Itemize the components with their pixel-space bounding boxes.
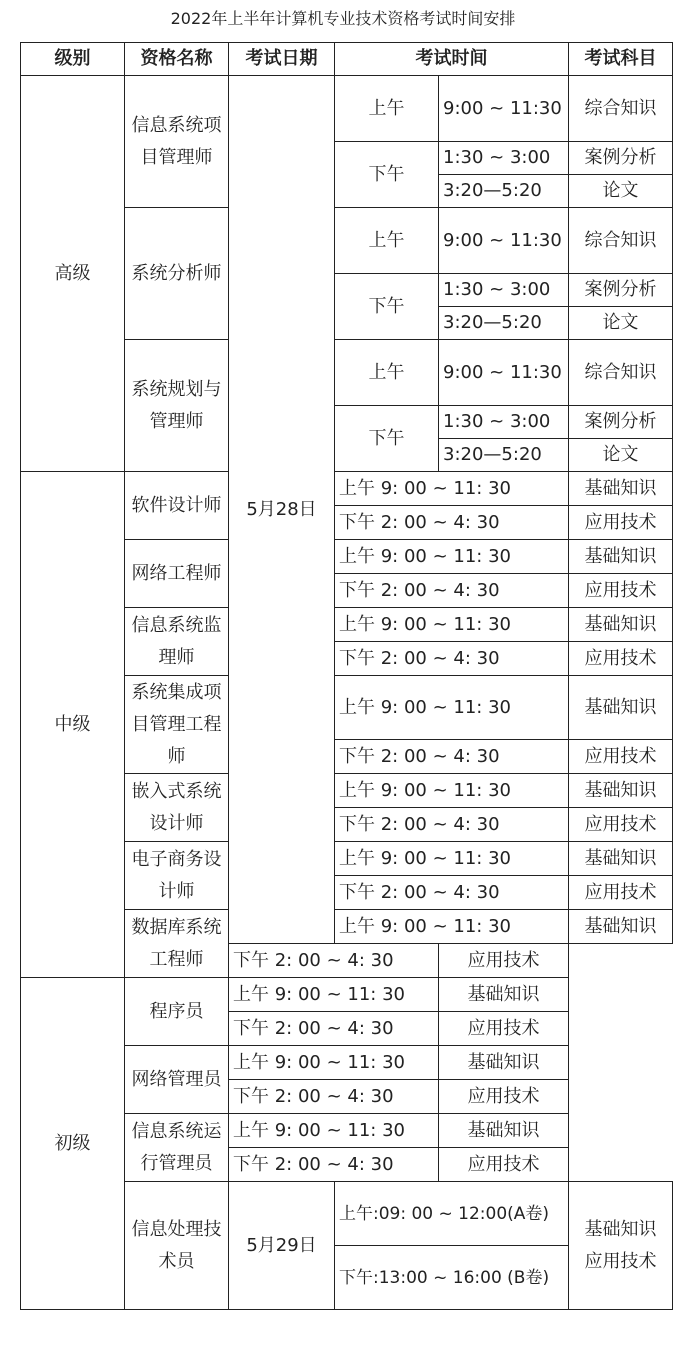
session-subject: 基础知识 <box>569 910 673 944</box>
session-time: 上午 9: 00 ~ 11: 30 <box>335 842 569 876</box>
header-qualification: 资格名称 <box>125 43 229 76</box>
session-time: 上午 9: 00 ~ 11: 30 <box>335 910 569 944</box>
session-time: 上午 9: 00 ~ 11: 30 <box>335 472 569 506</box>
session-time: 下午 2: 00 ~ 4: 30 <box>335 506 569 540</box>
session-time: 上午 9: 00 ~ 11: 30 <box>335 540 569 574</box>
session-subject: 应用技术 <box>569 642 673 676</box>
session-subject: 应用技术 <box>569 506 673 540</box>
qualification-name: 数据库系统工程师 <box>125 910 229 978</box>
session-time: 3:20—5:20 <box>439 175 569 208</box>
session-subject: 基础知识 <box>439 1114 569 1148</box>
session-time: 下午 2: 00 ~ 4: 30 <box>335 574 569 608</box>
qualification-name: 信息系统运行管理员 <box>125 1114 229 1182</box>
level-senior: 高级 <box>21 76 125 472</box>
session-subject: 案例分析 <box>569 142 673 175</box>
session-subject: 应用技术 <box>584 1250 657 1272</box>
qualification-name: 系统规划与管理师 <box>125 340 229 472</box>
session-subject: 应用技术 <box>569 574 673 608</box>
session-subject: 应用技术 <box>439 1148 569 1182</box>
session-subject: 基础知识 <box>569 842 673 876</box>
session-subject: 基础知识 <box>569 608 673 642</box>
session-subject: 综合知识 <box>569 208 673 274</box>
session-subject: 论文 <box>569 307 673 340</box>
session-subject: 基础知识 <box>569 540 673 574</box>
qualification-name: 系统集成项目管理工程师 <box>125 676 229 774</box>
session-time: 下午 2: 00 ~ 4: 30 <box>335 808 569 842</box>
session-am: 上午 <box>335 340 439 406</box>
session-time: 下午 2: 00 ~ 4: 30 <box>229 1148 439 1182</box>
session-time: 上午 9: 00 ~ 11: 30 <box>335 676 569 740</box>
session-time: 上午 9: 00 ~ 11: 30 <box>335 774 569 808</box>
session-time: 上午 9: 00 ~ 11: 30 <box>229 978 439 1012</box>
session-am: 上午 <box>335 208 439 274</box>
qualification-name: 网络管理员 <box>125 1046 229 1114</box>
header-date: 考试日期 <box>229 43 335 76</box>
qualification-name: 信息系统监理师 <box>125 608 229 676</box>
session-subject: 基础知识 <box>439 978 569 1012</box>
level-junior: 初级 <box>21 978 125 1310</box>
session-subject: 应用技术 <box>569 808 673 842</box>
table-row <box>21 978 673 1012</box>
session-subject: 应用技术 <box>569 740 673 774</box>
session-time: 3:20—5:20 <box>439 439 569 472</box>
session-time: 下午 2: 00 ~ 4: 30 <box>335 740 569 774</box>
session-subject: 应用技术 <box>569 876 673 910</box>
session-subject: 应用技术 <box>439 944 569 978</box>
exam-schedule-table <box>20 42 673 1310</box>
session-subject: 应用技术 <box>439 1012 569 1046</box>
session-time: 上午:09: 00 ~ 12:00(A卷) <box>335 1182 569 1246</box>
session-time: 下午 2: 00 ~ 4: 30 <box>335 642 569 676</box>
exam-date-d1: 5月28日 <box>229 76 335 944</box>
table-row <box>21 472 673 506</box>
session-pm: 下午 <box>335 406 439 472</box>
session-pm: 下午 <box>335 142 439 208</box>
session-subjects <box>569 1182 673 1310</box>
table-header-row <box>21 43 673 76</box>
table-row <box>21 76 673 142</box>
header-subject: 考试科目 <box>569 43 673 76</box>
qualification-name: 软件设计师 <box>125 472 229 540</box>
session-subject: 基础知识 <box>569 676 673 740</box>
session-subject: 论文 <box>569 439 673 472</box>
header-level: 级别 <box>21 43 125 76</box>
session-subject: 案例分析 <box>569 274 673 307</box>
session-time: 下午:13:00 ~ 16:00 (B卷) <box>335 1246 569 1310</box>
session-time: 上午 9: 00 ~ 11: 30 <box>229 1046 439 1080</box>
session-subject: 基础知识 <box>584 1218 657 1240</box>
qualification-name: 网络工程师 <box>125 540 229 608</box>
qualification-name: 系统分析师 <box>125 208 229 340</box>
qualification-name: 信息系统项目管理师 <box>125 76 229 208</box>
qualification-name: 信息处理技术员 <box>125 1182 229 1310</box>
qualification-name: 嵌入式系统设计师 <box>125 774 229 842</box>
session-time: 9:00 ~ 11:30 <box>439 340 569 406</box>
session-time: 上午 9: 00 ~ 11: 30 <box>229 1114 439 1148</box>
session-subject: 综合知识 <box>569 76 673 142</box>
session-time: 下午 2: 00 ~ 4: 30 <box>229 1012 439 1046</box>
session-time: 1:30 ~ 3:00 <box>439 406 569 439</box>
session-time: 下午 2: 00 ~ 4: 30 <box>229 1080 439 1114</box>
session-subject: 基础知识 <box>569 472 673 506</box>
session-time: 9:00 ~ 11:30 <box>439 76 569 142</box>
session-time: 3:20—5:20 <box>439 307 569 340</box>
session-am: 上午 <box>335 76 439 142</box>
session-subject: 论文 <box>569 175 673 208</box>
session-subject: 案例分析 <box>569 406 673 439</box>
qualification-name: 程序员 <box>125 978 229 1046</box>
page-title: 2022年上半年计算机专业技术资格考试时间安排 <box>170 9 516 28</box>
session-subject: 基础知识 <box>569 774 673 808</box>
session-subject: 基础知识 <box>439 1046 569 1080</box>
header-time: 考试时间 <box>335 43 569 76</box>
session-time: 9:00 ~ 11:30 <box>439 208 569 274</box>
session-time: 上午 9: 00 ~ 11: 30 <box>335 608 569 642</box>
level-middle: 中级 <box>21 472 125 978</box>
session-subject: 综合知识 <box>569 340 673 406</box>
session-time: 1:30 ~ 3:00 <box>439 274 569 307</box>
session-time: 1:30 ~ 3:00 <box>439 142 569 175</box>
session-pm: 下午 <box>335 274 439 340</box>
session-time: 下午 2: 00 ~ 4: 30 <box>229 944 439 978</box>
session-subject: 应用技术 <box>439 1080 569 1114</box>
exam-date-d2: 5月29日 <box>229 1182 335 1310</box>
qualification-name: 电子商务设计师 <box>125 842 229 910</box>
session-time: 下午 2: 00 ~ 4: 30 <box>335 876 569 910</box>
